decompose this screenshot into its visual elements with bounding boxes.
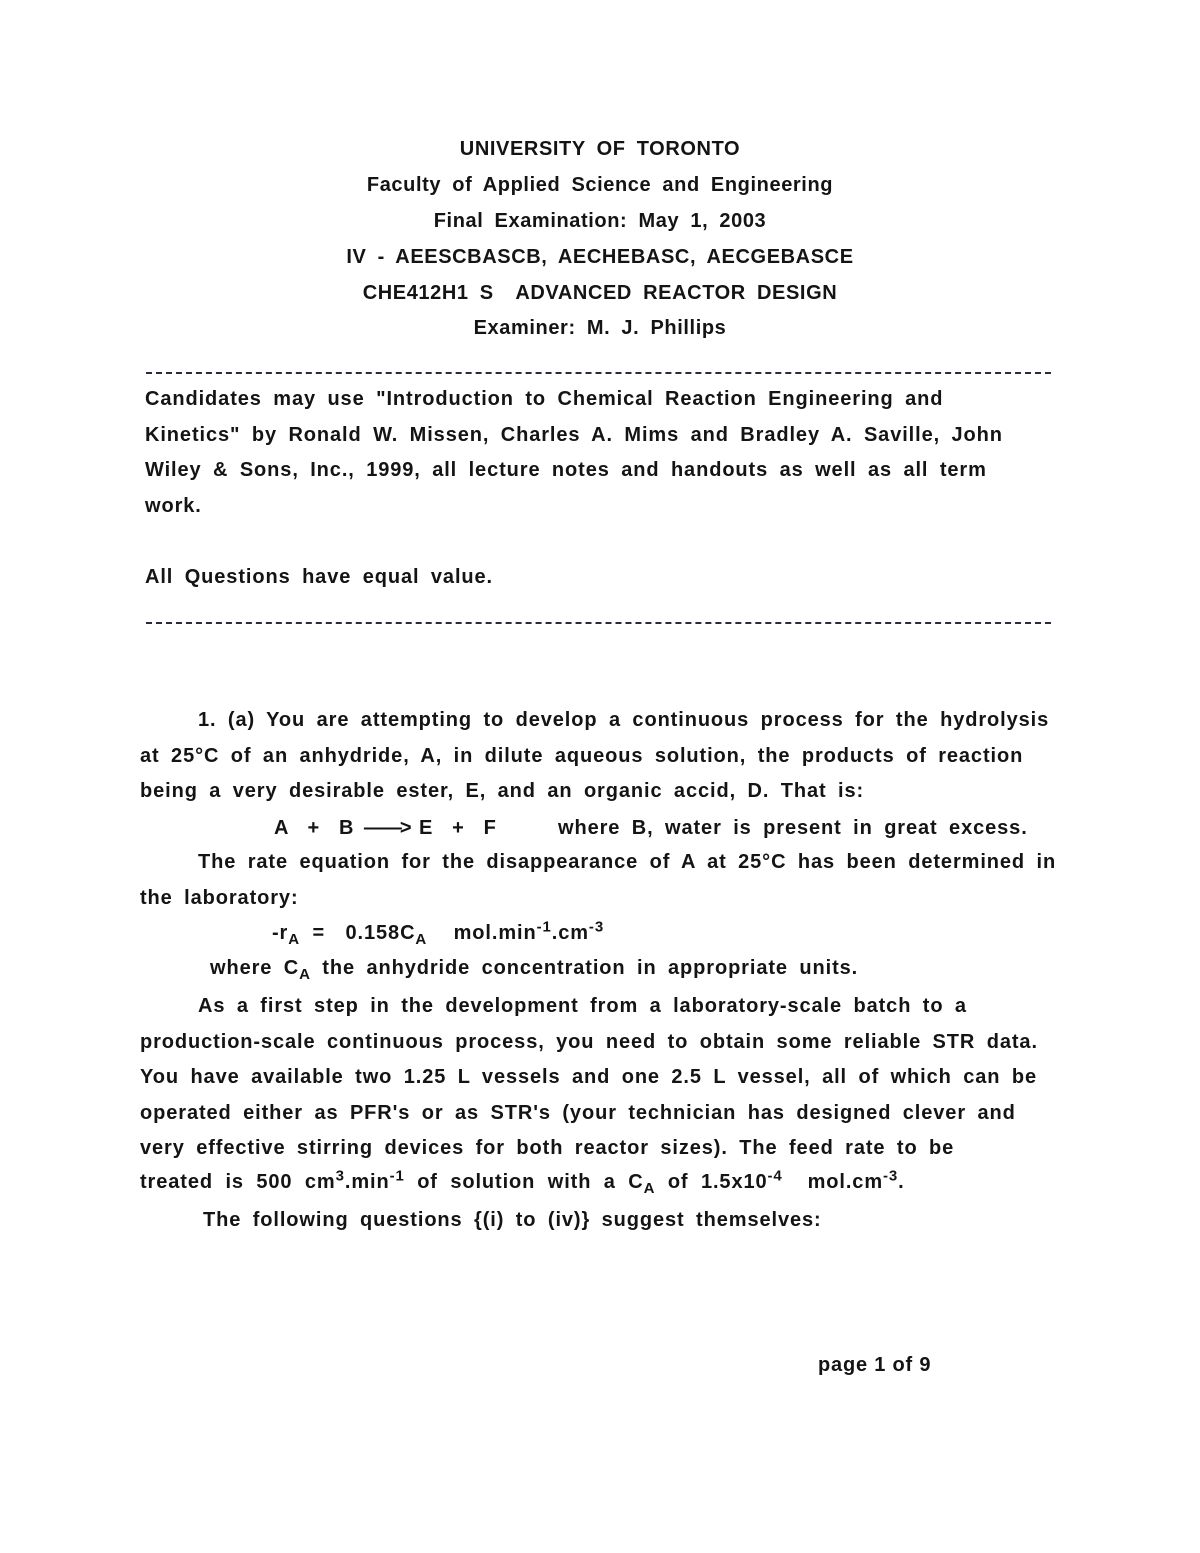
exam-date: Final Examination: May 1, 2003 [433, 210, 767, 232]
question-1-intro-text: 1. (a) You are attempting to develop a continuous process for the hydrolysis at 25°C of an anhydride, A, in dilute aqueous solution, the products of reaction being a very desirable ester, E, and an organic accid, D. That is: [140, 709, 1050, 803]
main-paragraph [140, 989, 1060, 1167]
equal-value-note: All Questions have equal value. [145, 566, 493, 588]
feed-sup-2: -1 [389, 1167, 405, 1185]
where-ca-prefix: where C [210, 957, 300, 979]
feed-sup-5: -3 [883, 1167, 899, 1185]
rate-units-1: mol.min [453, 922, 537, 944]
rate-coefficient: 0.158C [345, 922, 416, 944]
dashed-divider-bottom [146, 622, 1051, 624]
main-paragraph-text: As a first step in the development from a laboratory-scale batch to a production-scale continuous process, you need to obtain some reliable STR data. You have available two 1.25 L vessels and one 2.5 L vessel, all of which can be operated either as PFR's or as STR's (your technician has designed clever and very effective stirring devices for both reactor sizes). The feed rate to be [140, 995, 1038, 1160]
examiner: Examiner: M. J. Phillips [473, 317, 727, 339]
rate-coefficient-subscript: A [415, 931, 428, 948]
rate-intro [140, 845, 1065, 916]
feed-text-3: of solution with a C [404, 1171, 644, 1193]
rate-lhs: -r [272, 922, 289, 944]
feed-text-2: .min [344, 1171, 390, 1193]
where-ca-text: the anhydride concentration in appropriate units. [310, 957, 859, 979]
page-number: page 1 of 9 [818, 1354, 932, 1376]
feed-sup-1: 3 [335, 1167, 345, 1185]
faculty-name: Faculty of Applied Science and Engineering [366, 174, 834, 196]
rate-lhs-subscript: A [288, 931, 300, 948]
questions-intro: The following questions {(i) to (iv)} suggest themselves: [203, 1209, 822, 1231]
course-title: CHE412H1 S ADVANCED REACTOR DESIGN [362, 282, 838, 304]
feed-text-6: . [898, 1171, 905, 1193]
rate-intro-text: The rate equation for the disappearance of A at 25°C has been determined in the laboratory: [140, 851, 1057, 909]
where-ca-line [210, 957, 859, 983]
feed-text-4: of 1.5x10 [655, 1171, 768, 1193]
feed-text-5: mol.cm [782, 1171, 884, 1193]
university-name: UNIVERSITY OF TORONTO [459, 138, 741, 160]
rate-equation [272, 918, 605, 948]
permitted-aids-paragraph [145, 382, 1035, 524]
rate-units-2-superscript: -3 [588, 918, 605, 936]
reaction-equation [274, 817, 497, 840]
feed-sub-3: A [643, 1180, 656, 1197]
reaction-note: where B, water is present in great excess. [558, 817, 1028, 839]
where-ca-subscript: A [299, 966, 311, 983]
dashed-divider-top [146, 372, 1051, 374]
rate-equals: = [312, 922, 326, 944]
feed-sup-4: -4 [767, 1167, 783, 1185]
feed-text-1: treated is 500 cm [140, 1171, 336, 1193]
question-1-intro [140, 703, 1065, 810]
feed-line [140, 1167, 905, 1197]
program-codes: IV - AEESCBASCB, AECHEBASC, AECGEBASCE [346, 246, 854, 268]
rate-units-2: .cm [551, 922, 589, 944]
permitted-aids-text: Candidates may use "Introduction to Chemical Reaction Engineering and Kinetics" by Ronald W. Missen, Charles A. Mims and Bradley A. Saville, John Wiley & Sons, Inc., 1999, all lecture notes and handouts as well as all term work. [145, 388, 1003, 517]
reaction-reactants: A + B [274, 817, 355, 839]
rate-units-1-superscript: -1 [536, 918, 552, 936]
reaction-arrow: ——> [363, 817, 410, 839]
reaction-products: E + F [418, 817, 497, 839]
